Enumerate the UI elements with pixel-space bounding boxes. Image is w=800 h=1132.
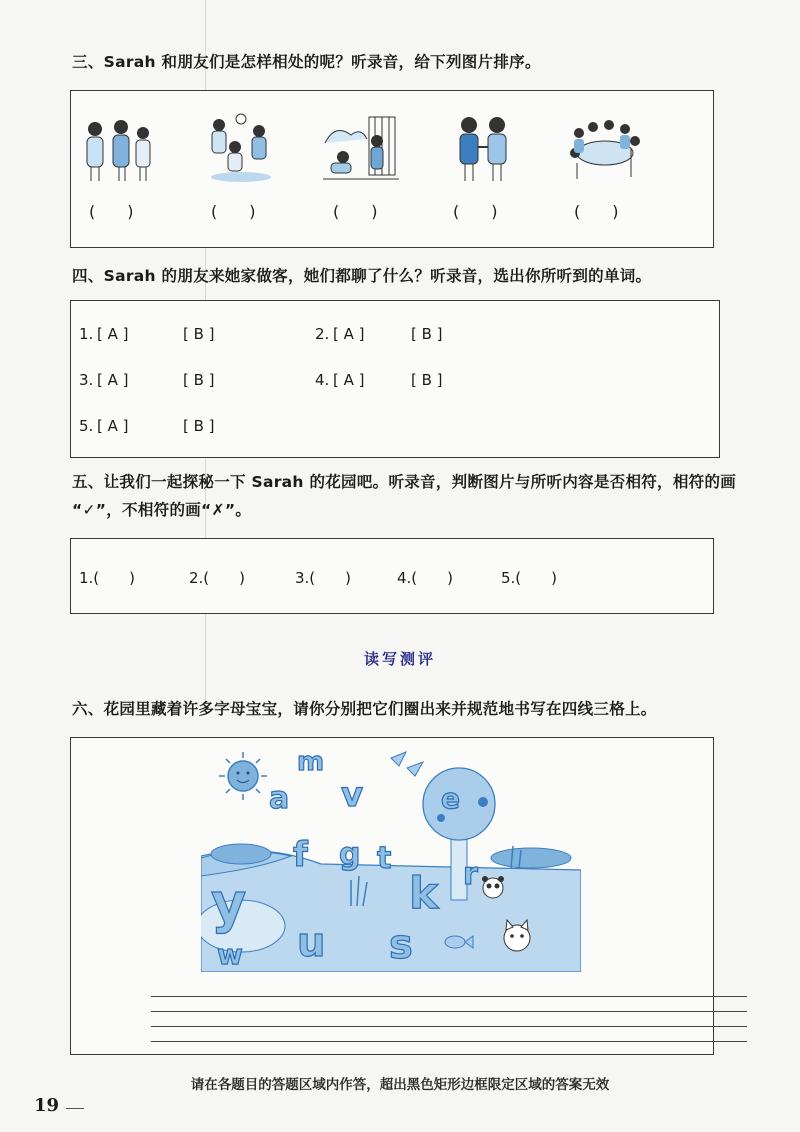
item-2-number: 2.: [315, 325, 330, 343]
judge-answer-1[interactable]: 1.( ): [79, 569, 136, 587]
letter-e[interactable]: e: [441, 782, 460, 815]
letter-y[interactable]: y: [211, 872, 247, 935]
writing-line-4[interactable]: [151, 1041, 747, 1042]
letter-a[interactable]: a: [269, 781, 290, 816]
section-4-box: [70, 300, 720, 458]
page-number-dash: [66, 1108, 84, 1109]
item-2-option-a[interactable]: [ A ]: [333, 325, 365, 343]
letter-s[interactable]: s: [389, 922, 413, 968]
section-4-heading: 四、Sarah 的朋友来她家做客，她们都聊了什么？听录音，选出你所听到的单词。: [72, 267, 652, 285]
answer-blank-3[interactable]: [333, 199, 393, 222]
letter-v[interactable]: v: [341, 775, 364, 815]
judge-answer-4[interactable]: 4.( ): [397, 569, 454, 587]
section-3-box: [70, 90, 714, 248]
item-5-option-b[interactable]: [ B ]: [183, 417, 215, 435]
judge-answer-3[interactable]: 3.( ): [295, 569, 352, 587]
blank-text: ( ): [89, 202, 134, 221]
answer-blank-4[interactable]: [453, 199, 513, 222]
section-5-box: [70, 538, 714, 614]
letter-g[interactable]: g: [339, 837, 361, 872]
letter-r[interactable]: r: [463, 857, 478, 892]
picture-playing-ball: [201, 113, 281, 185]
blank-text: ( ): [574, 202, 619, 221]
letter-f[interactable]: f: [293, 835, 308, 875]
blank-text: ( ): [333, 202, 378, 221]
letter-u[interactable]: u: [297, 920, 326, 966]
picture-park-fall: [321, 113, 401, 185]
judge-answer-2[interactable]: 2.( ): [189, 569, 246, 587]
writing-line-2[interactable]: [151, 1011, 747, 1012]
section-5-heading-line-1: 五、让我们一起探秘一下 Sarah 的花园吧。听录音，判断图片与所听内容是否相符，相符的画: [72, 473, 737, 491]
panda-icon: [482, 876, 504, 898]
judge-answer-5[interactable]: 5.( ): [501, 569, 558, 587]
item-1-number: 1.: [79, 325, 94, 343]
blank-text: ( ): [211, 202, 256, 221]
writing-line-3[interactable]: [151, 1026, 747, 1027]
writing-line-1[interactable]: [151, 996, 747, 997]
item-5-option-a[interactable]: [ A ]: [97, 417, 129, 435]
item-3-option-a[interactable]: [ A ]: [97, 371, 129, 389]
page-number: 19: [34, 1095, 60, 1116]
item-1-option-a[interactable]: [ A ]: [97, 325, 129, 343]
letter-t[interactable]: t: [377, 841, 392, 876]
answer-blank-5[interactable]: [574, 199, 634, 222]
item-4-number: 4.: [315, 371, 330, 389]
section-6-box: [70, 737, 714, 1055]
item-3-option-b[interactable]: [ B ]: [183, 371, 215, 389]
item-1-option-b[interactable]: [ B ]: [183, 325, 215, 343]
section-6-heading: 六、花园里藏着许多字母宝宝，请你分别把它们圈出来并规范地书写在四线三格上。: [72, 700, 657, 718]
blank-text: ( ): [453, 202, 498, 221]
letter-k[interactable]: k: [409, 868, 439, 919]
footer-note: 请在各题目的答题区域内作答，超出黑色矩形边框限定区域的答案无效: [190, 1077, 610, 1093]
answer-blank-1[interactable]: [89, 199, 149, 222]
item-3-number: 3.: [79, 371, 94, 389]
item-5-number: 5.: [79, 417, 94, 435]
picture-handshake: [443, 113, 523, 185]
answer-blank-2[interactable]: [211, 199, 271, 222]
letter-w[interactable]: w: [217, 938, 243, 971]
item-2-option-b[interactable]: [ B ]: [411, 325, 443, 343]
letter-m[interactable]: m: [297, 747, 325, 777]
section-3-heading: 三、Sarah 和朋友们是怎样相处的呢？听录音，给下列图片排序。: [72, 53, 541, 71]
item-4-option-b[interactable]: [ B ]: [411, 371, 443, 389]
cat-icon: [504, 920, 530, 951]
item-4-option-a[interactable]: [ A ]: [333, 371, 365, 389]
picture-group-playing: [565, 113, 645, 185]
letter-garden-illustration: [201, 746, 581, 972]
section-5-heading-line-2: “✓”，不相符的画“✗”。: [72, 501, 252, 519]
reading-writing-title: 读写测评: [363, 650, 436, 668]
picture-friends-chatting: [79, 113, 159, 185]
